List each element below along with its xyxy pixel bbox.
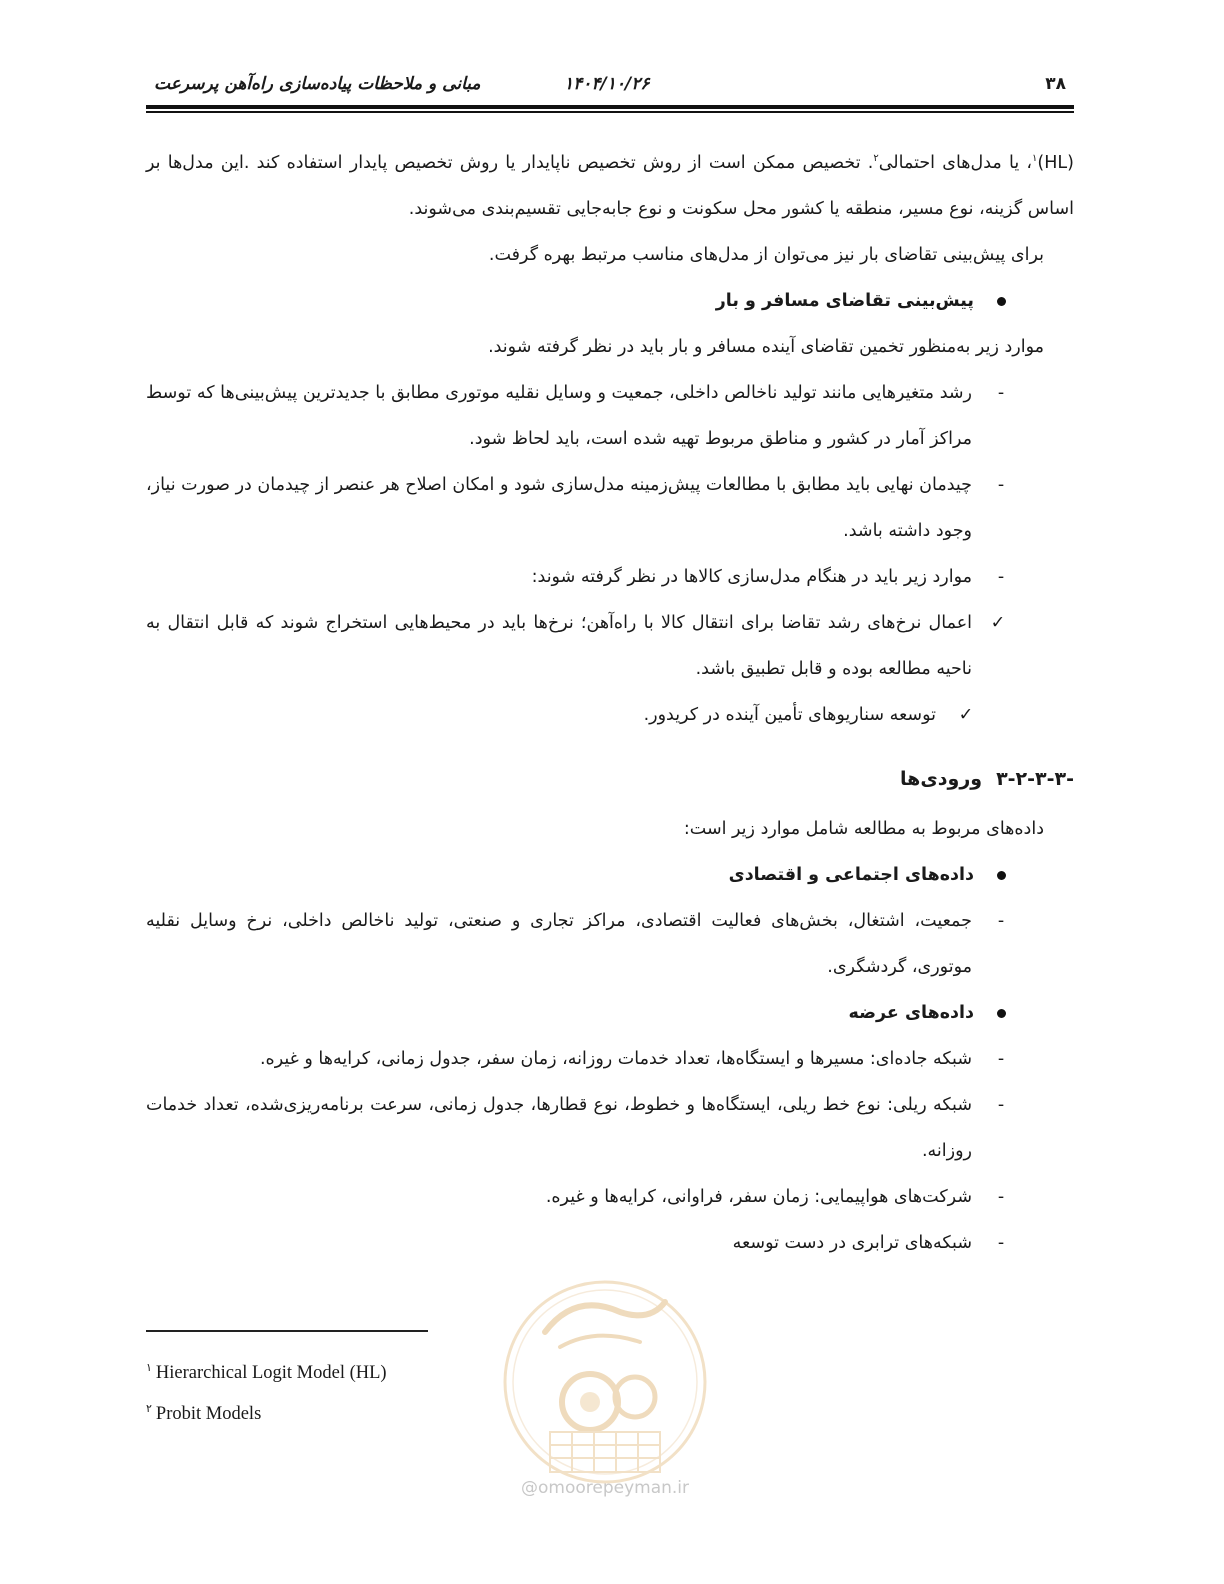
footnote-text: Probit Models — [155, 1404, 262, 1425]
header-rule-thin — [146, 111, 1074, 113]
dash-icon: - — [997, 475, 1005, 495]
check-item-text: توسعه سناریوهای تأمین آینده در کریدور. — [643, 705, 936, 725]
list-item — [146, 1082, 1074, 1174]
footnote-number: ۲ — [146, 1403, 152, 1416]
intro-abbrev: (HL) — [1037, 153, 1074, 173]
dash-icon: - — [997, 911, 1005, 931]
checkmark-icon: ✓ — [990, 613, 1006, 633]
footnote-divider — [146, 1330, 428, 1332]
list-item — [146, 554, 1074, 600]
checkmark-icon: ✓ — [958, 705, 974, 725]
list-item-text: شبکه‌های ترابری در دست توسعه — [732, 1233, 972, 1253]
footnote-ref-2[interactable]: ۲ — [873, 153, 879, 165]
page-header — [146, 72, 1074, 102]
check-item — [146, 600, 1074, 692]
section-lead: داده‌های مربوط به مطالعه شامل موارد زیر است: — [683, 819, 1044, 839]
footnote-text: Hierarchical Logit Model (HL) — [155, 1363, 387, 1384]
freight-paragraph: برای پیش‌بینی تقاضای بار نیز می‌توان از مدل‌های مناسب مرتبط بهره گرفت. — [488, 245, 1044, 265]
list-item — [146, 1174, 1074, 1220]
dash-icon: - — [997, 1095, 1005, 1115]
forecast-heading — [146, 278, 1074, 324]
page-number: ۳۸ — [1045, 74, 1066, 94]
list-item-text: جمعیت، اشتغال، بخش‌های فعالیت اقتصادی، مراکز تجاری و صنعتی، تولید ناخالص داخلی، نرخ وسایل نقلیه موتوری، گردشگری. — [146, 911, 972, 977]
dash-icon: - — [997, 383, 1005, 403]
bullet-icon — [997, 871, 1006, 880]
list-item-text: چیدمان نهایی باید مطابق با مطالعات پیش‌زمینه مدل‌سازی شود و امکان اصلاح هر عنصر از چیدمان در صورت نیاز، وجود داشته باشد. — [146, 475, 972, 541]
section-heading — [146, 756, 1074, 802]
header-date: ۱۴۰۴/۱۰/۲۶ — [564, 74, 650, 94]
bullet-icon — [997, 1009, 1006, 1018]
dash-icon: - — [997, 1049, 1005, 1069]
socio-heading-text: داده‌های اجتماعی و اقتصادی — [728, 865, 974, 885]
list-item — [146, 370, 1074, 462]
list-item-text: موارد زیر باید در هنگام مدل‌سازی کالاها در نظر گرفته شوند: — [531, 567, 972, 587]
forecast-lead: موارد زیر به‌منظور تخمین تقاضای آینده مسافر و بار باید در نظر گرفته شوند. — [488, 337, 1044, 357]
footnote-2 — [146, 1391, 546, 1432]
list-item — [146, 1036, 1074, 1082]
intro-mid: ، یا مدل‌های احتمالی — [878, 153, 1033, 173]
list-item-text: شبکه جاده‌ای: مسیرها و ایستگاه‌ها، تعداد خدمات روزانه، زمان سفر، جدول زمانی، کرایه‌ها و غیره. — [259, 1049, 972, 1069]
list-item — [146, 898, 1074, 990]
watermark-text[interactable]: @omoorepeyman.ir — [520, 1478, 690, 1498]
bullet-icon — [997, 297, 1006, 306]
check-item — [146, 692, 1074, 738]
forecast-heading-text: پیش‌بینی تقاضای مسافر و بار — [715, 291, 974, 311]
list-item-text: شبکه ریلی: نوع خط ریلی، ایستگاه‌ها و خطوط، نوع قطارها، جدول زمانی، سرعت برنامه‌ریزی‌شده، تعداد خدمات روزانه. — [146, 1095, 972, 1161]
dash-icon: - — [997, 1187, 1005, 1207]
section-number: ۳-۲-۳-۳- — [996, 768, 1074, 790]
dash-icon: - — [997, 567, 1005, 587]
header-rule-thick — [146, 105, 1074, 109]
intro-paragraph — [146, 140, 1074, 232]
list-item-text: شرکت‌های هواپیمایی: زمان سفر، فراوانی، کرایه‌ها و غیره. — [545, 1187, 972, 1207]
list-item — [146, 1220, 1074, 1266]
dash-icon: - — [997, 1233, 1005, 1253]
socio-heading — [146, 852, 1074, 898]
supply-heading — [146, 990, 1074, 1036]
footnote-number: ۱ — [146, 1362, 152, 1374]
header-title: مبانی و ملاحظات پیاده‌سازی راه‌آهن پرسرعت — [154, 74, 481, 94]
page-body — [146, 140, 1074, 1266]
list-item — [146, 462, 1074, 554]
section-title: ورودی‌ها — [900, 768, 983, 790]
footnotes — [146, 1350, 546, 1432]
intro-rest: . تخصیص ممکن است از روش تخصیص ناپایدار یا روش تخصیص پایدار استفاده کند .این مدل‌ها بر اساس گزینه، نوع مسیر، منطقه یا کشور محل سکونت و نوع جابه‌جایی تقسیم‌بندی می‌شوند. — [146, 153, 1074, 219]
list-item-text: رشد متغیرهایی مانند تولید ناخالص داخلی، جمعیت و وسایل نقلیه موتوری مطابق با جدیدترین پیش‌بینی‌ها که توسط مراکز آمار در کشور و مناطق مربوط تهیه شده است، باید لحاظ شود. — [146, 383, 972, 449]
check-item-text: اعمال نرخ‌های رشد تقاضا برای انتقال کالا با راه‌آهن؛ نرخ‌ها باید در محیط‌هایی استخراج شوند که قابل انتقال به ناحیه مطالعه بوده و قابل تطبیق باشد. — [146, 613, 972, 679]
supply-heading-text: داده‌های عرضه — [848, 1003, 974, 1023]
footnote-1 — [146, 1350, 546, 1391]
footnote-ref-1[interactable]: ۱ — [1032, 153, 1038, 165]
